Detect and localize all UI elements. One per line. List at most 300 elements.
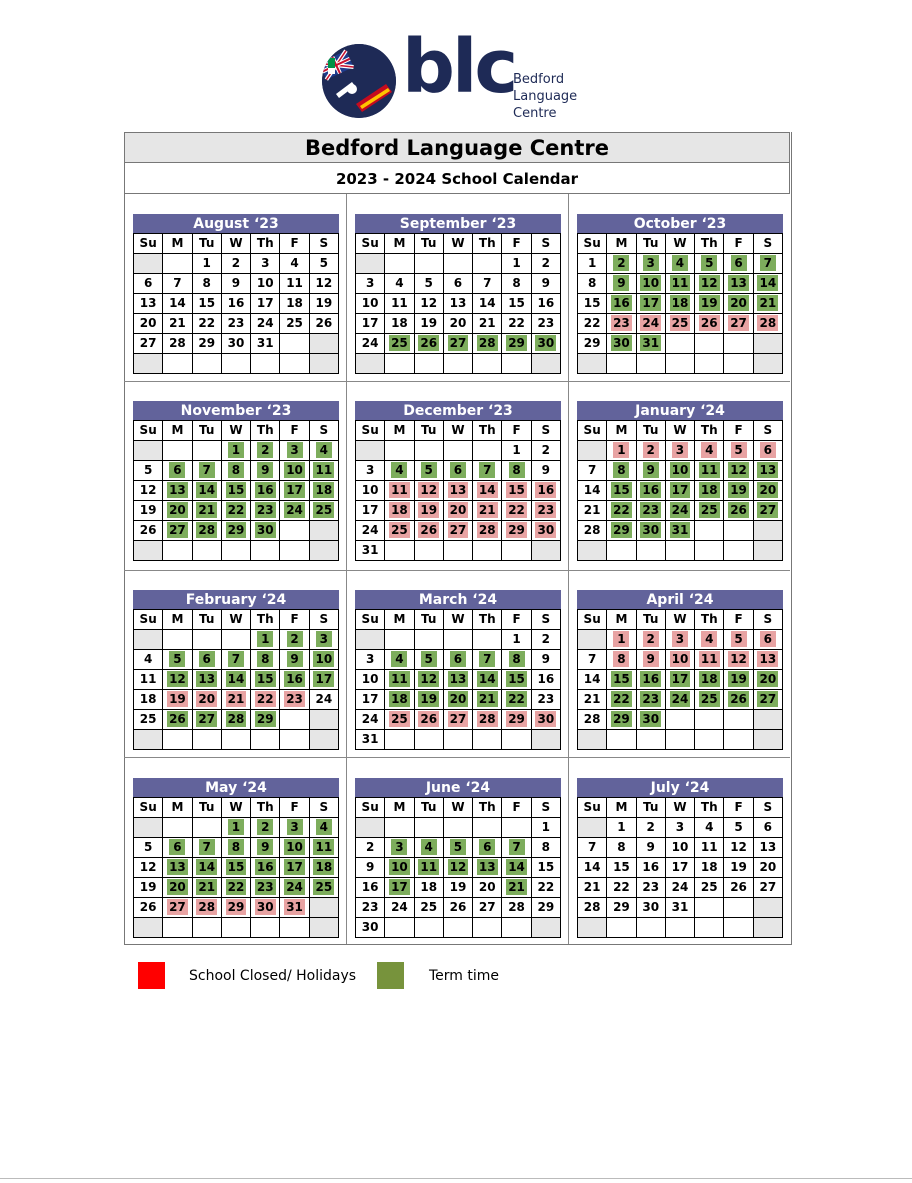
day-cell	[192, 501, 221, 521]
day-number: 3	[675, 820, 685, 834]
empty-cell	[309, 898, 338, 918]
day-cell	[385, 898, 414, 918]
day-cell	[636, 461, 665, 481]
day-cell	[192, 294, 221, 314]
empty-cell	[443, 354, 472, 374]
day-cell	[251, 858, 280, 878]
day-cell	[473, 481, 502, 501]
day-number: 5	[143, 840, 153, 854]
day-cell	[163, 481, 192, 501]
empty-cell	[578, 818, 607, 838]
day-cell	[414, 521, 443, 541]
day-cell	[356, 461, 385, 481]
empty-cell	[385, 730, 414, 750]
weekday-header: Su	[578, 234, 607, 254]
empty-cell	[724, 334, 753, 354]
day-cell	[280, 898, 309, 918]
day-cell	[607, 481, 636, 501]
day-number: 30	[361, 920, 379, 934]
weekday-header: F	[724, 610, 753, 630]
empty-cell	[578, 541, 607, 561]
weekday-header: S	[753, 610, 782, 630]
day-cell	[607, 838, 636, 858]
day-number: 10	[286, 463, 303, 477]
day-number: 20	[449, 503, 467, 517]
day-number: 16	[361, 880, 379, 894]
day-cell	[502, 630, 531, 650]
day-number: 31	[671, 523, 689, 537]
day-cell	[163, 670, 192, 690]
day-number: 22	[537, 880, 555, 894]
day-cell	[578, 501, 607, 521]
logo	[322, 24, 602, 124]
day-cell	[753, 650, 782, 670]
day-number: 25	[315, 503, 333, 517]
day-number: 8	[509, 651, 525, 667]
day-number: 6	[760, 631, 776, 647]
day-cell	[665, 274, 694, 294]
weekday-header: W	[221, 421, 250, 441]
day-number: 2	[613, 255, 629, 271]
day-number: 29	[227, 523, 245, 537]
day-cell	[607, 461, 636, 481]
day-cell	[665, 818, 694, 838]
day-number: 22	[613, 880, 630, 894]
weekday-header: F	[724, 798, 753, 818]
day-number: 8	[228, 839, 244, 855]
day-number: 11	[700, 840, 718, 854]
day-cell	[280, 630, 309, 650]
day-cell	[636, 501, 665, 521]
day-number: 2	[643, 631, 659, 647]
day-number: 9	[613, 275, 629, 291]
day-cell	[385, 858, 414, 878]
day-number: 9	[287, 651, 303, 667]
month-calendar	[133, 214, 339, 374]
empty-cell	[443, 918, 472, 938]
day-number: 16	[256, 860, 274, 874]
day-cell	[473, 314, 502, 334]
day-number: 24	[642, 316, 660, 330]
day-number: 22	[198, 316, 216, 330]
day-cell	[134, 274, 163, 294]
empty-cell	[163, 918, 192, 938]
day-number: 17	[286, 483, 303, 497]
weekday-header: M	[607, 610, 636, 630]
day-cell	[724, 630, 753, 650]
weekday-header: W	[665, 610, 694, 630]
day-cell	[385, 690, 414, 710]
month-calendar	[133, 590, 339, 750]
day-number: 28	[227, 712, 245, 726]
empty-cell	[724, 521, 753, 541]
day-number: 17	[671, 483, 689, 497]
day-number: 2	[541, 443, 551, 457]
day-cell	[753, 461, 782, 481]
empty-cell	[531, 541, 560, 561]
day-number: 30	[642, 900, 660, 914]
day-cell	[385, 710, 414, 730]
day-cell	[578, 878, 607, 898]
day-number: 6	[143, 276, 153, 290]
day-cell	[578, 521, 607, 541]
day-cell	[385, 838, 414, 858]
day-cell	[665, 690, 694, 710]
day-cell	[414, 461, 443, 481]
day-cell	[724, 294, 753, 314]
day-number: 23	[227, 316, 245, 330]
day-cell	[531, 858, 560, 878]
weekday-header: W	[221, 798, 250, 818]
day-number: 3	[287, 442, 303, 458]
day-number: 4	[290, 256, 299, 270]
day-cell	[163, 294, 192, 314]
day-number: 24	[361, 336, 379, 350]
day-cell	[221, 521, 250, 541]
day-cell	[695, 274, 724, 294]
empty-cell	[473, 730, 502, 750]
weekday-header: M	[607, 798, 636, 818]
day-number: 27	[759, 692, 777, 706]
day-number: 23	[642, 692, 660, 706]
weekday-header: M	[607, 421, 636, 441]
weekday-header: Th	[473, 234, 502, 254]
day-number: 20	[449, 692, 467, 706]
day-cell	[192, 838, 221, 858]
day-cell	[665, 898, 694, 918]
day-cell	[636, 710, 665, 730]
empty-cell	[192, 818, 221, 838]
weekday-header: F	[502, 610, 531, 630]
empty-cell	[695, 541, 724, 561]
day-number: 15	[508, 483, 525, 497]
day-cell	[695, 441, 724, 461]
day-cell	[309, 858, 338, 878]
day-number: 8	[512, 276, 521, 290]
empty-cell	[280, 521, 309, 541]
day-cell	[578, 274, 607, 294]
day-number: 14	[478, 672, 496, 686]
day-number: 8	[509, 462, 525, 478]
day-number: 1	[613, 442, 629, 458]
weekday-header: S	[531, 798, 560, 818]
day-number: 25	[700, 880, 718, 894]
day-number: 10	[671, 840, 689, 854]
empty-cell	[356, 630, 385, 650]
empty-cell	[356, 441, 385, 461]
day-cell	[356, 838, 385, 858]
day-number: 15	[537, 860, 555, 874]
day-cell	[578, 858, 607, 878]
day-number: 28	[508, 900, 525, 914]
empty-cell	[134, 354, 163, 374]
day-cell	[280, 254, 309, 274]
day-cell	[309, 650, 338, 670]
day-number: 7	[479, 462, 495, 478]
day-cell	[502, 254, 531, 274]
day-number: 5	[450, 839, 466, 855]
day-cell	[531, 501, 560, 521]
month-calendar	[355, 778, 561, 938]
day-number: 25	[700, 692, 718, 706]
day-number: 10	[642, 276, 660, 290]
day-number: 27	[198, 712, 216, 726]
day-cell	[753, 481, 782, 501]
month-grid	[355, 420, 561, 561]
day-cell	[221, 461, 250, 481]
weekday-header: S	[753, 421, 782, 441]
day-cell	[531, 650, 560, 670]
empty-cell	[753, 918, 782, 938]
day-cell	[251, 630, 280, 650]
weekday-header: Th	[695, 234, 724, 254]
day-cell	[221, 858, 250, 878]
day-number: 3	[365, 463, 375, 477]
day-number: 11	[286, 276, 303, 290]
day-number: 20	[478, 880, 496, 894]
day-number: 2	[287, 631, 303, 647]
day-number: 18	[139, 692, 157, 706]
weekday-header: Th	[251, 234, 280, 254]
day-number: 15	[583, 296, 601, 310]
day-cell	[221, 650, 250, 670]
weekday-header: Tu	[192, 234, 221, 254]
day-cell	[724, 461, 753, 481]
empty-cell	[356, 254, 385, 274]
empty-cell	[414, 541, 443, 561]
day-number: 8	[202, 276, 211, 290]
month-title: July ‘24	[577, 778, 783, 797]
empty-cell	[309, 730, 338, 750]
day-cell	[531, 254, 560, 274]
day-number: 19	[730, 860, 747, 874]
day-cell	[280, 878, 309, 898]
weekday-header: Th	[251, 610, 280, 630]
weekday-header: S	[531, 421, 560, 441]
day-cell	[251, 501, 280, 521]
day-cell	[531, 461, 560, 481]
day-number: 30	[613, 336, 630, 350]
day-cell	[607, 334, 636, 354]
day-cell	[221, 710, 250, 730]
empty-cell	[578, 441, 607, 461]
day-cell	[221, 274, 250, 294]
day-cell	[280, 650, 309, 670]
empty-cell	[134, 630, 163, 650]
day-cell	[665, 858, 694, 878]
month-grid	[577, 233, 783, 374]
empty-cell	[280, 334, 309, 354]
empty-cell	[385, 630, 414, 650]
day-number: 13	[449, 672, 467, 686]
empty-cell	[665, 334, 694, 354]
day-cell	[636, 690, 665, 710]
empty-cell	[695, 898, 724, 918]
weekday-header: M	[163, 234, 192, 254]
day-number: 12	[449, 860, 467, 874]
empty-cell	[695, 334, 724, 354]
day-number: 2	[541, 632, 551, 646]
day-cell	[192, 461, 221, 481]
day-number: 17	[642, 296, 660, 310]
day-number: 10	[671, 463, 689, 477]
day-number: 24	[671, 880, 689, 894]
day-number: 6	[169, 839, 185, 855]
day-number: 16	[256, 483, 274, 497]
day-cell	[356, 314, 385, 334]
day-cell	[443, 334, 472, 354]
day-cell	[607, 670, 636, 690]
weekday-header: S	[753, 234, 782, 254]
day-cell	[695, 254, 724, 274]
day-number: 3	[672, 631, 688, 647]
day-number: 27	[169, 523, 186, 537]
weekday-header: M	[385, 610, 414, 630]
day-number: 29	[227, 900, 245, 914]
day-cell	[753, 838, 782, 858]
empty-cell	[753, 541, 782, 561]
day-number: 30	[642, 523, 660, 537]
day-number: 28	[478, 523, 496, 537]
day-cell	[309, 501, 338, 521]
day-number: 15	[613, 672, 630, 686]
empty-cell	[385, 254, 414, 274]
day-number: 18	[315, 860, 333, 874]
day-cell	[356, 274, 385, 294]
day-cell	[163, 461, 192, 481]
day-cell	[163, 838, 192, 858]
empty-cell	[280, 710, 309, 730]
month-title: September ‘23	[355, 214, 561, 233]
day-number: 22	[613, 503, 630, 517]
day-cell	[531, 818, 560, 838]
empty-cell	[753, 334, 782, 354]
day-number: 10	[315, 652, 333, 666]
weekday-header: Tu	[636, 421, 665, 441]
day-number: 28	[759, 316, 777, 330]
empty-cell	[578, 730, 607, 750]
weekday-header: Tu	[414, 234, 443, 254]
page-subtitle: 2023 - 2024 School Calendar	[124, 163, 790, 194]
day-cell	[356, 878, 385, 898]
day-cell	[531, 710, 560, 730]
day-cell	[385, 294, 414, 314]
empty-cell	[280, 541, 309, 561]
empty-cell	[473, 630, 502, 650]
day-cell	[309, 878, 338, 898]
day-cell	[753, 441, 782, 461]
month-calendar	[577, 214, 783, 374]
day-number: 6	[479, 839, 495, 855]
day-number: 17	[361, 692, 379, 706]
day-number: 31	[642, 336, 660, 350]
day-cell	[414, 501, 443, 521]
month-grid	[355, 797, 561, 938]
weekday-header: F	[724, 234, 753, 254]
empty-cell	[280, 354, 309, 374]
day-cell	[385, 501, 414, 521]
day-number: 12	[420, 672, 438, 686]
day-cell	[473, 501, 502, 521]
empty-cell	[134, 254, 163, 274]
day-number: 28	[198, 900, 216, 914]
day-cell	[695, 818, 724, 838]
day-cell	[443, 650, 472, 670]
empty-cell	[163, 818, 192, 838]
day-cell	[607, 690, 636, 710]
day-number: 17	[315, 672, 333, 686]
day-number: 10	[286, 840, 303, 854]
empty-cell	[636, 541, 665, 561]
day-cell	[753, 690, 782, 710]
day-cell	[192, 878, 221, 898]
weekday-header: M	[163, 421, 192, 441]
empty-cell	[385, 818, 414, 838]
day-cell	[502, 690, 531, 710]
day-cell	[695, 878, 724, 898]
day-cell	[251, 294, 280, 314]
day-number: 24	[671, 503, 689, 517]
page-title: Bedford Language Centre	[124, 132, 790, 163]
day-cell	[251, 690, 280, 710]
day-cell	[192, 481, 221, 501]
day-cell	[356, 710, 385, 730]
day-number: 28	[478, 336, 496, 350]
day-cell	[414, 481, 443, 501]
day-cell	[443, 898, 472, 918]
day-cell	[578, 481, 607, 501]
day-cell	[251, 481, 280, 501]
day-number: 20	[139, 316, 157, 330]
empty-cell	[607, 918, 636, 938]
day-number: 18	[286, 296, 303, 310]
day-cell	[607, 630, 636, 650]
day-cell	[221, 501, 250, 521]
weekday-header: S	[309, 610, 338, 630]
day-cell	[221, 481, 250, 501]
column-divider	[346, 194, 347, 944]
day-cell	[192, 690, 221, 710]
day-cell	[134, 670, 163, 690]
month-calendar	[577, 778, 783, 938]
day-number: 20	[759, 860, 777, 874]
day-number: 9	[541, 463, 551, 477]
day-cell	[473, 334, 502, 354]
day-cell	[163, 710, 192, 730]
day-cell	[502, 521, 531, 541]
empty-cell	[280, 918, 309, 938]
day-number: 26	[139, 523, 157, 537]
empty-cell	[309, 918, 338, 938]
empty-cell	[414, 354, 443, 374]
day-number: 26	[730, 503, 747, 517]
day-number: 27	[139, 336, 157, 350]
day-number: 16	[537, 483, 555, 497]
day-number: 3	[391, 839, 407, 855]
empty-cell	[309, 710, 338, 730]
empty-cell	[502, 354, 531, 374]
day-cell	[665, 294, 694, 314]
day-number: 18	[391, 692, 408, 706]
day-cell	[443, 838, 472, 858]
empty-cell	[695, 730, 724, 750]
day-cell	[607, 314, 636, 334]
empty-cell	[280, 730, 309, 750]
day-cell	[414, 314, 443, 334]
day-number: 10	[361, 672, 379, 686]
day-cell	[309, 441, 338, 461]
weekday-header: W	[443, 798, 472, 818]
